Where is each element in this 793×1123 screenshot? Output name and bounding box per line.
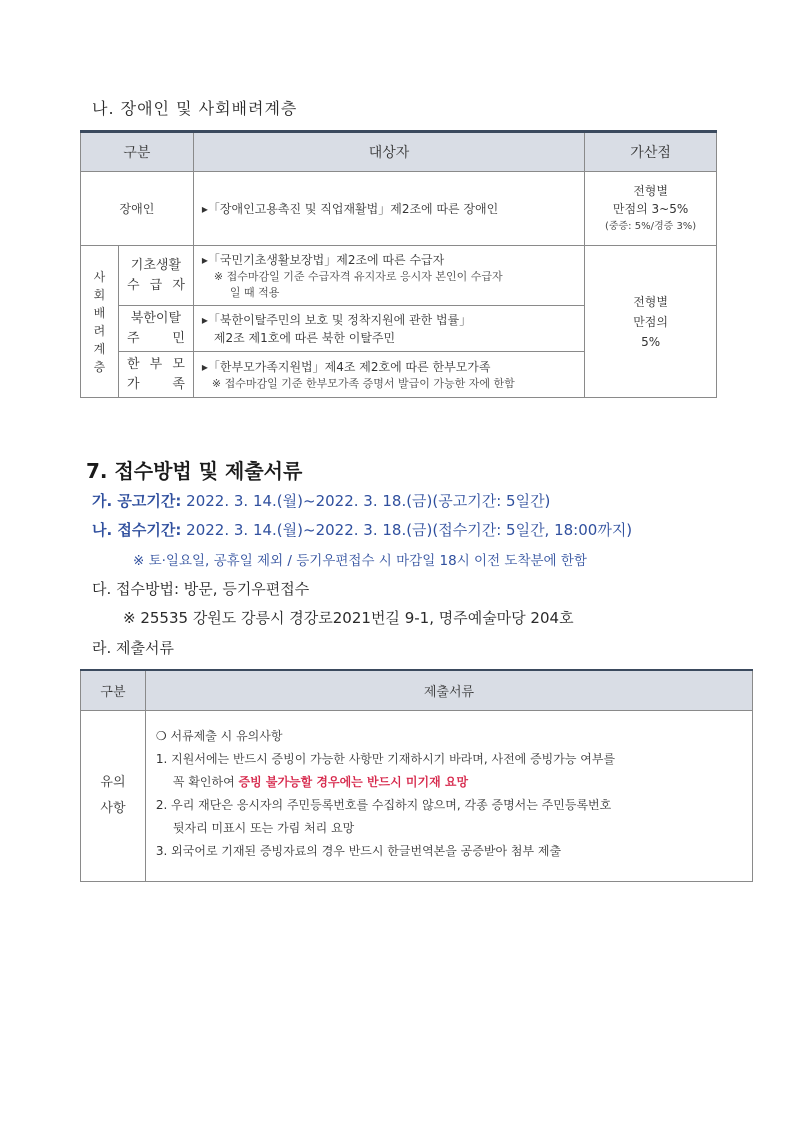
label-char: 부 [149, 356, 163, 372]
label-line: 유의 [100, 774, 126, 790]
row-disabled-points [585, 172, 717, 246]
label-char: 수 [126, 277, 140, 293]
target-line: ▸「국민기초생활보장법」제2조에 따른 수급자 [201, 252, 445, 267]
label-char: 자 [172, 277, 185, 293]
label-char: 모 [172, 356, 185, 372]
notes-label [81, 710, 146, 881]
target-line: ▸「북한이탈주민의 보호 및 정착지원에 관한 법률」 [201, 312, 472, 327]
application-notice: ※ 토·일요일, 공휴일 제외 / 등기우편접수 시 마감일 18시 이전 도착분에 한함 [133, 553, 587, 569]
row-disabled-target: ▸「장애인고용촉진 및 직업재활법」제2조에 따른 장애인 [193, 172, 584, 246]
label-line [119, 276, 193, 296]
row-basic-label [118, 246, 193, 306]
application-period-value: 2022. 3. 14.(월)~2022. 3. 18.(금)(접수기간: 5일간, 18:00까지) [186, 521, 633, 539]
target-note: 일 때 적용 [229, 285, 280, 299]
notes-item: 3. 외국어로 기재된 증빙자료의 경우 반드시 한글번역본을 공증받아 첨부 제출 [155, 843, 562, 858]
documents-table [80, 669, 753, 882]
documents-heading: 라. 제출서류 [92, 639, 174, 657]
label-char: 급 [149, 277, 163, 293]
vertical-char: 회 [93, 287, 106, 302]
label-line [119, 375, 193, 395]
row-disabled-label: 장애인 [81, 172, 194, 246]
vertical-char: 층 [93, 359, 106, 374]
preference-table [80, 130, 717, 398]
target-line: 제2조 제1호에 따른 북한 이탈주민 [213, 330, 396, 345]
points-line: 전형별 [633, 294, 668, 309]
row-defector-label [118, 306, 193, 352]
label-char: 족 [172, 376, 185, 392]
label-line: 기초생활 [130, 257, 182, 273]
label-char: 가 [126, 376, 140, 392]
section-title: 나. 장애인 및 사회배려계층 [92, 99, 298, 118]
announce-period [92, 490, 550, 511]
label-char: 주 [126, 330, 140, 346]
application-period [92, 519, 632, 540]
social-points [585, 246, 717, 398]
notes-item: 뒷자리 미표시 또는 가림 처리 요망 [172, 820, 355, 835]
points-line: 전형별 [633, 183, 668, 198]
vertical-char: 계 [93, 341, 106, 356]
points-line: 만점의 3~5% [612, 201, 689, 216]
header-documents: 제출서류 [145, 670, 752, 710]
label-line [119, 329, 193, 349]
announce-period-value: 2022. 3. 14.(월)~2022. 3. 18.(금)(공고기간: 5일간) [186, 492, 551, 510]
application-method: 다. 접수방법: 방문, 등기우편접수 [92, 580, 310, 598]
header-points: 가산점 [585, 132, 717, 172]
label-line [119, 355, 193, 375]
notes-text: 꼭 확인하여 [172, 774, 239, 789]
label-char: 한 [126, 356, 140, 372]
points-line: 만점의 [633, 314, 668, 329]
notes-content [145, 710, 752, 881]
label-char: 민 [172, 330, 185, 346]
notes-item: 1. 지원서에는 반드시 증빙이 가능한 사항만 기재하시기 바라며, 사전에 증빙가능 여부를 [155, 751, 616, 766]
application-period-label: 나. 접수기간: [92, 521, 182, 539]
label-line: 북한이탈 [130, 310, 182, 326]
announce-period-label: 가. 공고기간: [92, 492, 182, 510]
header-target: 대상자 [193, 132, 584, 172]
target-line: ▸「한부모가족지원법」제4조 제2호에 따른 한부모가족 [201, 359, 491, 374]
target-note: ※ 접수마감일 기준 한부모가족 증명서 발급이 가능한 자에 한함 [211, 376, 515, 390]
vertical-char: 사 [93, 269, 106, 284]
row-single-parent-label [118, 352, 193, 398]
social-group-label [81, 246, 119, 398]
vertical-char: 배 [93, 305, 106, 320]
notes-emphasis: 증빙 불가능할 경우에는 반드시 미기재 요망 [238, 774, 469, 789]
notes-item: 2. 우리 재단은 응시자의 주민등록번호를 수집하지 않으며, 각종 증명서는 주민등록번호 [155, 797, 612, 812]
row-single-parent-target [193, 352, 584, 398]
row-defector-target [193, 306, 584, 352]
row-basic-target [193, 246, 584, 306]
section7-title: 7. 접수방법 및 제출서류 [86, 459, 303, 483]
notes-title: ❍ 서류제출 시 유의사항 [155, 728, 283, 743]
points-detail: (중증: 5%/경증 3%) [604, 220, 697, 232]
submission-address: ※ 25535 강원도 강릉시 경강로2021번길 9-1, 명주예술마당 204호 [123, 609, 574, 627]
label-line: 사항 [100, 800, 126, 816]
points-line: 5% [641, 334, 661, 349]
vertical-char: 려 [93, 323, 106, 338]
header-category: 구분 [81, 132, 194, 172]
header-category: 구분 [81, 670, 146, 710]
notes-item [156, 771, 742, 794]
target-note: ※ 접수마감일 기준 수급자격 유지자로 응시자 본인이 수급자 [213, 269, 503, 283]
